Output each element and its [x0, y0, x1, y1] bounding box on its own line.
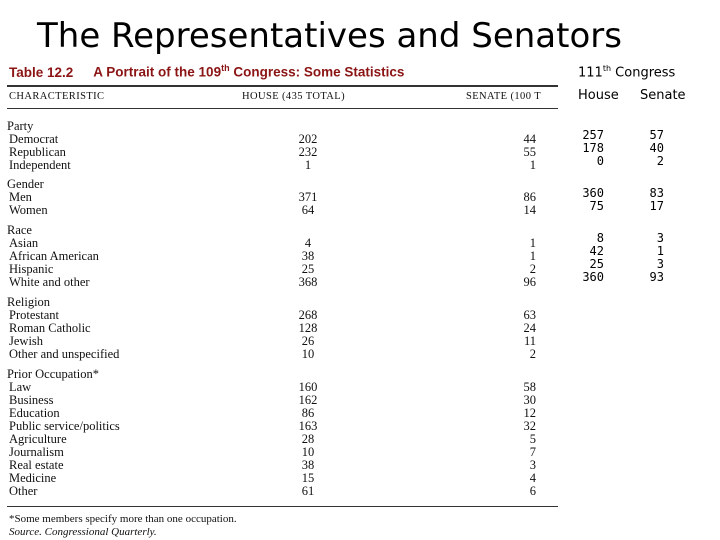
table-row: [0, 420, 558, 433]
senate-value: 5: [529, 432, 536, 446]
table-row: [0, 348, 558, 361]
header-bottom-rule: [7, 108, 558, 109]
house-value: 86: [301, 406, 315, 420]
table-row: [0, 322, 558, 335]
house-value: 25: [301, 262, 315, 276]
house-value: 232: [298, 145, 318, 159]
congress-111-house-value: 42: [589, 244, 604, 258]
row-label: Hispanic: [9, 262, 54, 276]
table-title-rest: Congress: Some Statistics: [229, 64, 405, 80]
row-label: Law: [9, 380, 32, 394]
table-row: [0, 381, 558, 394]
category-label: Prior Occupation*: [7, 367, 99, 381]
table-row: [0, 133, 558, 146]
header-characteristic: CHARACTERISTIC: [9, 91, 105, 102]
table-source: Source. Congressional Quarterly.: [9, 526, 157, 538]
congress-111-house-value: 75: [589, 199, 604, 213]
row-label: Public service/politics: [9, 419, 120, 433]
category-label: Party: [7, 119, 34, 133]
category-row: [0, 296, 558, 309]
row-label: Real estate: [9, 458, 64, 472]
house-value: 128: [298, 321, 318, 335]
house-value: 268: [298, 308, 318, 322]
row-label: Journalism: [9, 445, 64, 459]
category-row: [0, 178, 558, 191]
senate-value: 6: [529, 484, 536, 498]
row-label: Education: [9, 406, 60, 420]
row-label: Protestant: [9, 308, 59, 322]
house-value: 368: [298, 275, 318, 289]
senate-value: 12: [523, 406, 536, 420]
row-label: White and other: [9, 275, 90, 289]
table-title: [9, 63, 404, 80]
house-value: 10: [301, 445, 315, 459]
table-row: [0, 394, 558, 407]
table-row: [0, 191, 558, 204]
senate-value: 1: [529, 236, 536, 250]
senate-value: 63: [523, 308, 536, 322]
congress-111-heading-main: 111: [578, 65, 603, 81]
table-title-main: A Portrait of the 109: [93, 64, 222, 80]
congress-111-house-value: 8: [596, 231, 604, 245]
row-label: Jewish: [9, 334, 44, 348]
congress-111-senate-value: 17: [649, 199, 664, 213]
statistics-table: [0, 58, 558, 540]
category-row: [0, 120, 558, 133]
row-label: Other and unspecified: [9, 347, 120, 361]
congress-111-heading: [578, 64, 675, 80]
congress-111-heading-sup: th: [602, 64, 612, 73]
table-bottom-rule: [7, 506, 558, 507]
congress-111-house-value: 257: [582, 128, 604, 142]
senate-value: 55: [523, 145, 536, 159]
house-value: 38: [301, 249, 315, 263]
category-row: [0, 224, 558, 237]
table-row: [0, 250, 558, 263]
senate-value: 24: [523, 321, 536, 335]
house-value: 202: [298, 132, 318, 146]
house-value: 26: [301, 334, 315, 348]
table-top-rule: [7, 85, 558, 87]
row-label: Democrat: [9, 132, 59, 146]
row-label: Medicine: [9, 471, 57, 485]
senate-value: 11: [523, 334, 536, 348]
senate-value: 4: [529, 471, 536, 485]
house-value: 1: [304, 158, 312, 172]
congress-111-senate-label: Senate: [640, 88, 686, 103]
house-value: 15: [301, 471, 315, 485]
house-value: 4: [304, 236, 312, 250]
senate-value: 3: [529, 458, 536, 472]
row-label: Agriculture: [9, 432, 67, 446]
table-row: [0, 485, 558, 498]
congress-111-senate-value: 3: [656, 257, 664, 271]
table-title-sup: th: [221, 63, 230, 73]
row-label: Men: [9, 190, 32, 204]
table-row: [0, 459, 558, 472]
congress-111-house-label: House: [578, 88, 619, 103]
senate-value: 1: [529, 158, 536, 172]
house-value: 38: [301, 458, 315, 472]
category-label: Race: [7, 223, 32, 237]
house-value: 10: [301, 347, 315, 361]
congress-111-house-value: 360: [582, 270, 604, 284]
senate-value: 1: [529, 249, 536, 263]
congress-111-house-value: 25: [589, 257, 604, 271]
congress-111-senate-value: 3: [656, 231, 664, 245]
congress-111-senate-value: 93: [649, 270, 664, 284]
header-house: HOUSE (435 TOTAL): [242, 91, 345, 102]
table-row: [0, 276, 558, 289]
congress-111-house-value: 360: [582, 186, 604, 200]
senate-value: 30: [523, 393, 536, 407]
slide-title: The Representatives and Senators: [37, 16, 622, 56]
table-row: [0, 472, 558, 485]
congress-111-senate-value: 2: [656, 154, 664, 168]
senate-value: 44: [523, 132, 536, 146]
category-row: [0, 368, 558, 381]
house-value: 160: [298, 380, 318, 394]
row-label: Roman Catholic: [9, 321, 91, 335]
row-label: Republican: [9, 145, 66, 159]
table-number: Table 12.2: [9, 64, 74, 80]
senate-value: 58: [523, 380, 536, 394]
senate-value: 2: [529, 262, 536, 276]
row-label: African American: [9, 249, 99, 263]
congress-111-house-value: 0: [596, 154, 604, 168]
senate-value: 14: [523, 203, 536, 217]
congress-111-senate-value: 40: [649, 141, 664, 155]
house-value: 371: [298, 190, 318, 204]
congress-111-senate-value: 57: [649, 128, 664, 142]
congress-111-heading-rest: Congress: [611, 65, 676, 81]
senate-value: 32: [523, 419, 536, 433]
congress-111-house-value: 178: [582, 141, 604, 155]
congress-111-senate-value: 83: [649, 186, 664, 200]
table-footnote: *Some members specify more than one occupation.: [9, 513, 237, 525]
table-row: [0, 159, 558, 172]
house-value: 162: [298, 393, 318, 407]
house-value: 61: [301, 484, 315, 498]
house-value: 28: [301, 432, 315, 446]
table-row: [0, 433, 558, 446]
row-label: Other: [9, 484, 38, 498]
category-label: Gender: [7, 177, 44, 191]
senate-value: 2: [529, 347, 536, 361]
table-row: [0, 446, 558, 459]
row-label: Women: [9, 203, 48, 217]
table-row: [0, 146, 558, 159]
house-value: 163: [298, 419, 318, 433]
house-value: 64: [301, 203, 315, 217]
header-senate: SENATE (100 T: [466, 91, 542, 102]
row-label: Independent: [9, 158, 71, 172]
row-label: Business: [9, 393, 54, 407]
senate-value: 7: [529, 445, 536, 459]
congress-111-senate-value: 1: [656, 244, 664, 258]
row-label: Asian: [9, 236, 39, 250]
senate-value: 96: [523, 275, 536, 289]
senate-value: 86: [523, 190, 536, 204]
table-row: [0, 204, 558, 217]
category-label: Religion: [7, 295, 51, 309]
